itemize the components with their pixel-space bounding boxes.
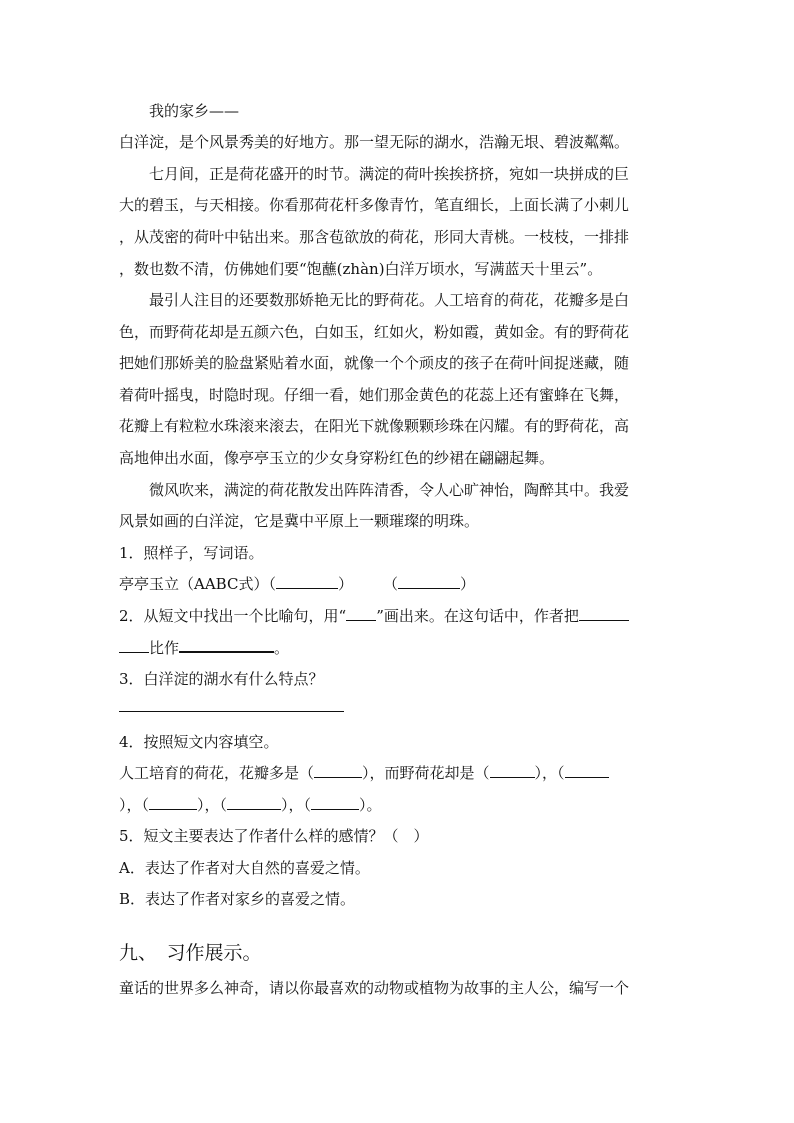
- passage-paragraph-3-line: 最引人注目的还要数那娇艳无比的野荷花。人工培育的荷花，花瓣多是白: [149, 291, 630, 309]
- question-5-option-b[interactable]: B．表达了作者对家乡的喜爱之情。: [119, 890, 356, 908]
- question-5-option-a[interactable]: A．表达了作者对大自然的喜爱之情。: [119, 859, 370, 877]
- passage-title-line: 我的家乡——: [149, 102, 240, 120]
- passage-paragraph-4-line: 风景如画的白洋淀，它是冀中平原上一颗璀璨的明珠。: [119, 512, 480, 530]
- question-4-line-1: 人工培育的荷花，花瓣多是（ ），而野荷花却是（ ），（: [119, 763, 609, 783]
- question-2-blank-1[interactable]: [579, 606, 629, 621]
- passage-paragraph-1: 白洋淀，是个风景秀美的好地方。那一望无际的湖水，浩瀚无垠、碧波粼粼。: [119, 133, 630, 151]
- question-1-answer-line: 亭亭玉立（AABC式）（ ） （ ）: [119, 575, 475, 593]
- question-2-blank-1-cont[interactable]: [119, 638, 149, 653]
- question-1-prompt: 1．照样子，写词语。: [119, 544, 264, 562]
- question-4-line-2: ），（ ），（ ），（ ）。: [119, 796, 382, 814]
- question-4-blank-3[interactable]: [565, 763, 609, 778]
- question-4-blank-5[interactable]: [227, 795, 281, 810]
- passage-paragraph-3-line: 把她们那娇美的脸盘紧贴着水面，就像一个个顽皮的孩子在荷叶间捉迷藏，随: [119, 354, 630, 372]
- question-3-prompt: 3．白洋淀的湖水有什么特点？: [119, 670, 324, 688]
- passage-paragraph-3-line: 着荷叶摇曳，时隐时现。仔细一看，她们那金黄色的花蕊上还有蜜蜂在飞舞，: [119, 386, 630, 404]
- question-4-blank-4[interactable]: [149, 795, 197, 810]
- passage-paragraph-2-line: ，从茂密的荷叶中钻出来。那含苞欲放的荷花，形同大青桃。一枝枝，一排排: [119, 228, 630, 246]
- passage-paragraph-4-line: 微风吹来，满淀的荷花散发出阵阵清香，令人心旷神怡，陶醉其中。我爱: [149, 481, 630, 499]
- question-2-underline-sample: [346, 606, 376, 621]
- question-3-answer-line[interactable]: [119, 711, 344, 712]
- passage-paragraph-2-line: 七月间，正是荷花盛开的时节。满淀的荷叶挨挨挤挤，宛如一块拼成的巨: [149, 165, 630, 183]
- passage-paragraph-3-line: 花瓣上有粒粒水珠滚来滚去，在阳光下就像颗颗珍珠在闪耀。有的野荷花，高: [119, 417, 630, 435]
- question-1-blank-1[interactable]: [276, 574, 338, 589]
- question-2-line-1: 2．从短文中找出一个比喻句，用“ ”画出来。在这句话中，作者把: [119, 606, 629, 626]
- passage-paragraph-2-line: 大的碧玉，与天相接。你看那荷花杆多像青竹，笔直细长，上面长满了小刺儿: [119, 196, 630, 214]
- passage-paragraph-3-line: 色，而野荷花却是五颜六色，白如玉，红如火，粉如霞，黄如金。有的野荷花: [119, 323, 630, 341]
- section-9-heading: 九、 习作展示。: [119, 942, 262, 964]
- passage-paragraph-2-line: ，数也数不清，仿佛她们要“饱蘸(zhàn)白洋万顷水，写满蓝天十里云”。: [119, 260, 603, 278]
- question-2-line-2: 比作 。: [119, 637, 289, 658]
- question-4-prompt: 4．按照短文内容填空。: [119, 733, 279, 751]
- question-4-blank-6[interactable]: [311, 795, 359, 810]
- question-4-blank-2[interactable]: [490, 763, 535, 778]
- question-2-blank-2[interactable]: [179, 637, 274, 653]
- question-5-prompt: 5．短文主要表达了作者什么样的感情？（ ）: [119, 827, 429, 845]
- passage-paragraph-3-line: 高地伸出水面，像亭亭玉立的少女身穿粉红色的纱裙在翩翩起舞。: [119, 449, 555, 467]
- question-1-blank-2[interactable]: [398, 574, 460, 589]
- question-1-example: 亭亭玉立（AABC式）（: [119, 575, 276, 593]
- question-4-blank-1[interactable]: [314, 763, 362, 778]
- section-9-body: 童话的世界多么神奇，请以你最喜欢的动物或植物为故事的主人公，编写一个: [119, 979, 630, 997]
